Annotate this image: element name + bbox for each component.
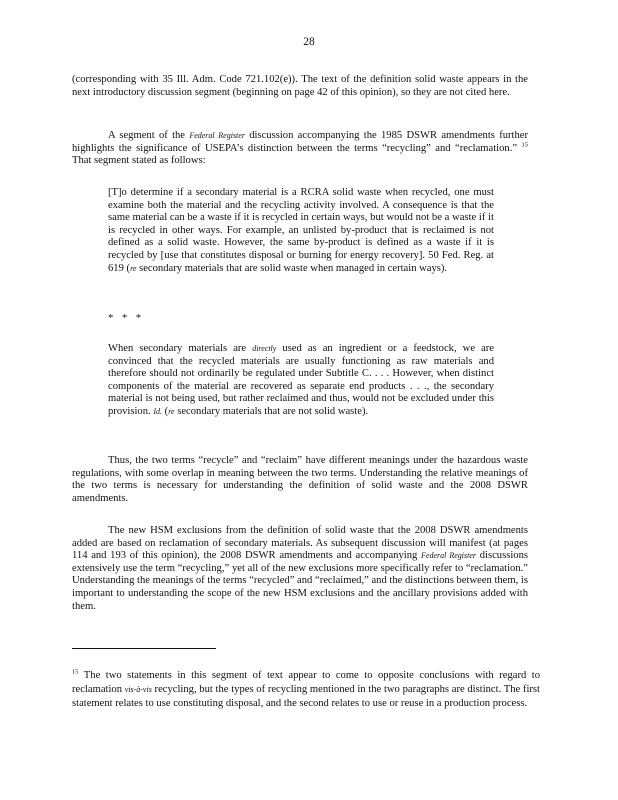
- paragraph-continuation: [72, 74, 528, 99]
- page-number: 28: [303, 36, 315, 48]
- footnote-divider: [72, 648, 216, 649]
- block-quote-2: When secondary materials are directly used as an ingredient or a feedstock, we are convinced that the recycled materials are usually functioning as raw materials and therefore should not ordinarily be regulated under Subtitle C. . . . However, when distinct components of the material are recovered as separate end products . . ., the secondary material is not being used, but rather reclaimed and thus, would not be excluded under this provision. Id. (re secondary materials that are not solid waste).: [108, 343, 494, 417]
- federal-register-citation: Federal Register: [421, 551, 477, 561]
- paragraph-2-block: [72, 130, 528, 168]
- paragraph-3-block: [72, 455, 528, 505]
- block-quote-1: [T]o determine if a secondary material is a RCRA solid waste when recycled, one must examine both the material and the recycling activity involved. A consequence is that the same material can be a waste if it is recycled in certain ways, but would not be a waste if it is recycled in other ways. For example, an unlisted by-product that is reclaimed is not defined as a solid waste. However, the same by-product is defined as a waste if it is recycled by [use that constitutes disposal or burning for energy recovery]. 50 Fed. Reg. at 619 (re secondary materials that are solid waste when managed in certain ways).: [108, 187, 494, 274]
- paragraph-4-block: [72, 525, 528, 613]
- paragraph-4: The new HSM exclusions from the definition of solid waste that the 2008 DSWR amendments added are based on reclamation of secondary materials. As subsequent discussion will manifest (at pages 114 and 193 of this opinion), the 2008 DSWR amendments and accompanying Federal Register discussions extensively use the term “recycling,” yet all of the new exclusions more specifically refer to “reclamation.” Understanding the meanings of the terms “recycled” and “reclaimed,” and the distinctions between them, is important to understanding the scope of the new HSM exclusions and the ancillary provisions added with them.: [72, 525, 528, 612]
- footnote-reference: 15: [521, 141, 528, 149]
- footnote-15: $^{15}$ The two statements in this segment of text appear to come to opposite conclusions with regard to reclamation vis-à-vis recycling, but the types of recycling mentioned in the two paragraphs are distinct. The first statement relates to use constituting disposal, and the second relates to use or reuse in a production process.: [72, 668, 540, 709]
- paragraph-3: Thus, the two terms “recycle” and “reclaim” have different meanings under the hazardous waste regulations, with some overlap in meaning between the two terms. Understanding the relative meanings of the two terms is necessary for understanding the definition of solid waste and the 2008 DSWR amendments.: [72, 455, 528, 504]
- footnote-number: 15: [72, 668, 79, 676]
- ellipsis-stars: * * *: [108, 313, 145, 324]
- federal-register-citation: Federal Register: [189, 131, 245, 140]
- paragraph-1: (corresponding with 35 Ill. Adm. Code 721.102(e)). The text of the definition solid waste appears in the next introductory discussion segment (beginning on page 42 of this opinion), so they are not cited here.: [72, 74, 528, 98]
- paragraph-2: A segment of the Federal Register discussion accompanying the 1985 DSWR amendments further highlights the significance of USEPA’s distinction between the terms “recycling” and “reclamation.” $^{15}$ That segment stated as follows:: [72, 130, 529, 167]
